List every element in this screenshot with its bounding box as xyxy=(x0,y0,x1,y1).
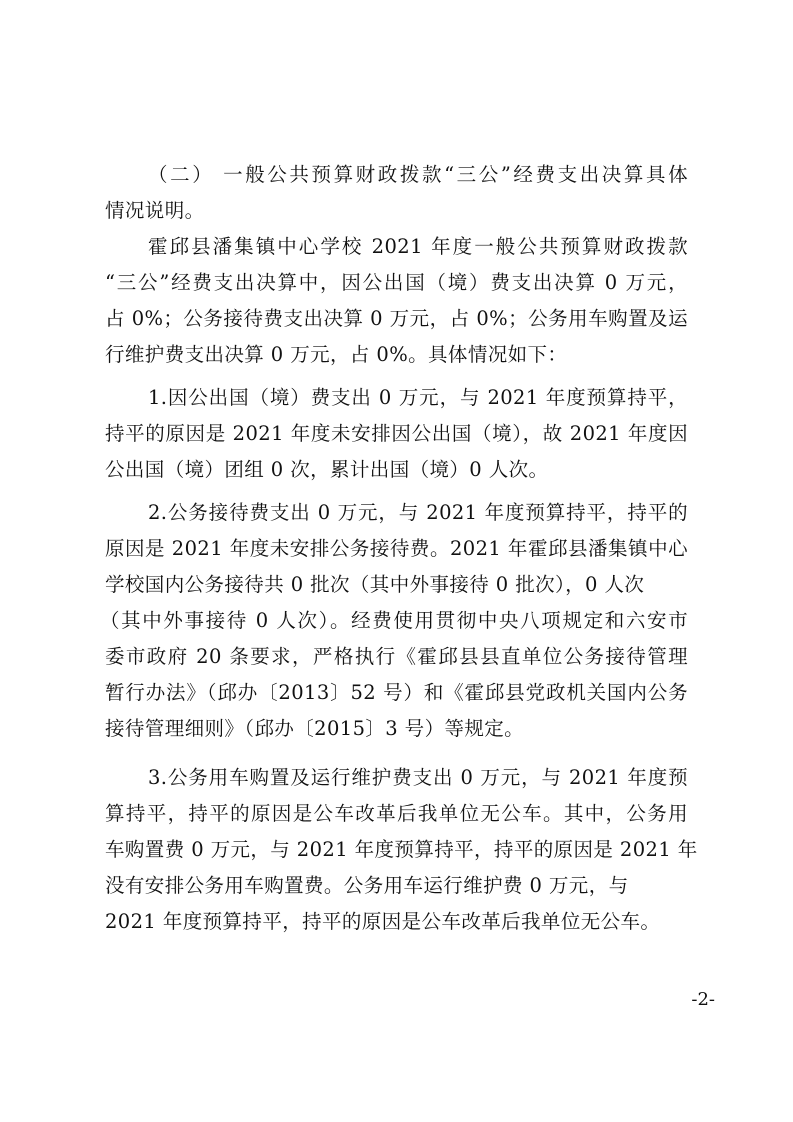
item-1-line-3: 公出国（境）团组 0 次，累计出国（境）0 人次。 xyxy=(105,458,549,481)
item-3-line-5: 2021 年度预算持平，持平的原因是公车改革后我单位无公车。 xyxy=(105,910,661,933)
page-number: -2- xyxy=(691,989,715,1010)
item-3-line-2: 算持平，持平的原因是公车改革后我单位无公车。其中，公务用 xyxy=(105,802,688,825)
overview-paragraph-line-3: 占 0%；公务接待费支出决算 0 万元，占 0%；公务用车购置及运 xyxy=(105,307,688,330)
overview-paragraph-line-1: 霍邱县潘集镇中心学校 2021 年度一般公共预算财政拨款 xyxy=(148,235,688,258)
item-1-line-2: 持平的原因是 2021 年度未安排因公出国（境），故 2021 年度因 xyxy=(105,422,688,445)
item-2-line-7: 接待管理细则》（邱办〔2015〕3 号）等规定。 xyxy=(105,717,525,740)
item-2-line-5: 委市政府 20 条要求，严格执行《霍邱县县直单位公务接待管理 xyxy=(105,645,688,668)
overview-paragraph-line-4: 行维护费支出决算 0 万元，占 0%。具体情况如下： xyxy=(105,343,568,366)
section-heading-line-1: （二） 一般公共预算财政拨款“三公”经费支出决算具体 xyxy=(148,163,688,186)
item-2-line-3: 学校国内公务接待共 0 批次（其中外事接待 0 批次），0 人次 xyxy=(105,573,645,596)
item-3-line-3: 车购置费 0 万元，与 2021 年度预算持平，持平的原因是 2021 年 xyxy=(105,838,698,861)
item-2-line-6: 暂行办法》（邱办〔2013〕52 号）和《霍邱县党政机关国内公务 xyxy=(105,681,688,704)
overview-paragraph-line-2: “三公”经费支出决算中，因公出国（境）费支出决算 0 万元， xyxy=(105,271,688,294)
item-2-line-4: （其中外事接待 0 人次）。经费使用贯彻中央八项规定和六安市 xyxy=(100,609,688,632)
item-3-line-4: 没有安排公务用车购置费。公务用车运行维护费 0 万元，与 xyxy=(105,874,629,897)
section-heading-line-2: 情况说明。 xyxy=(105,199,205,222)
item-2-line-1: 2.公务接待费支出 0 万元，与 2021 年度预算持平，持平的 xyxy=(148,501,688,524)
item-3-line-1: 3.公务用车购置及运行维护费支出 0 万元，与 2021 年度预 xyxy=(148,766,688,789)
item-1-line-1: 1.因公出国（境）费支出 0 万元，与 2021 年度预算持平， xyxy=(148,386,688,409)
item-2-line-2: 原因是 2021 年度未安排公务接待费。2021 年霍邱县潘集镇中心 xyxy=(105,537,688,560)
